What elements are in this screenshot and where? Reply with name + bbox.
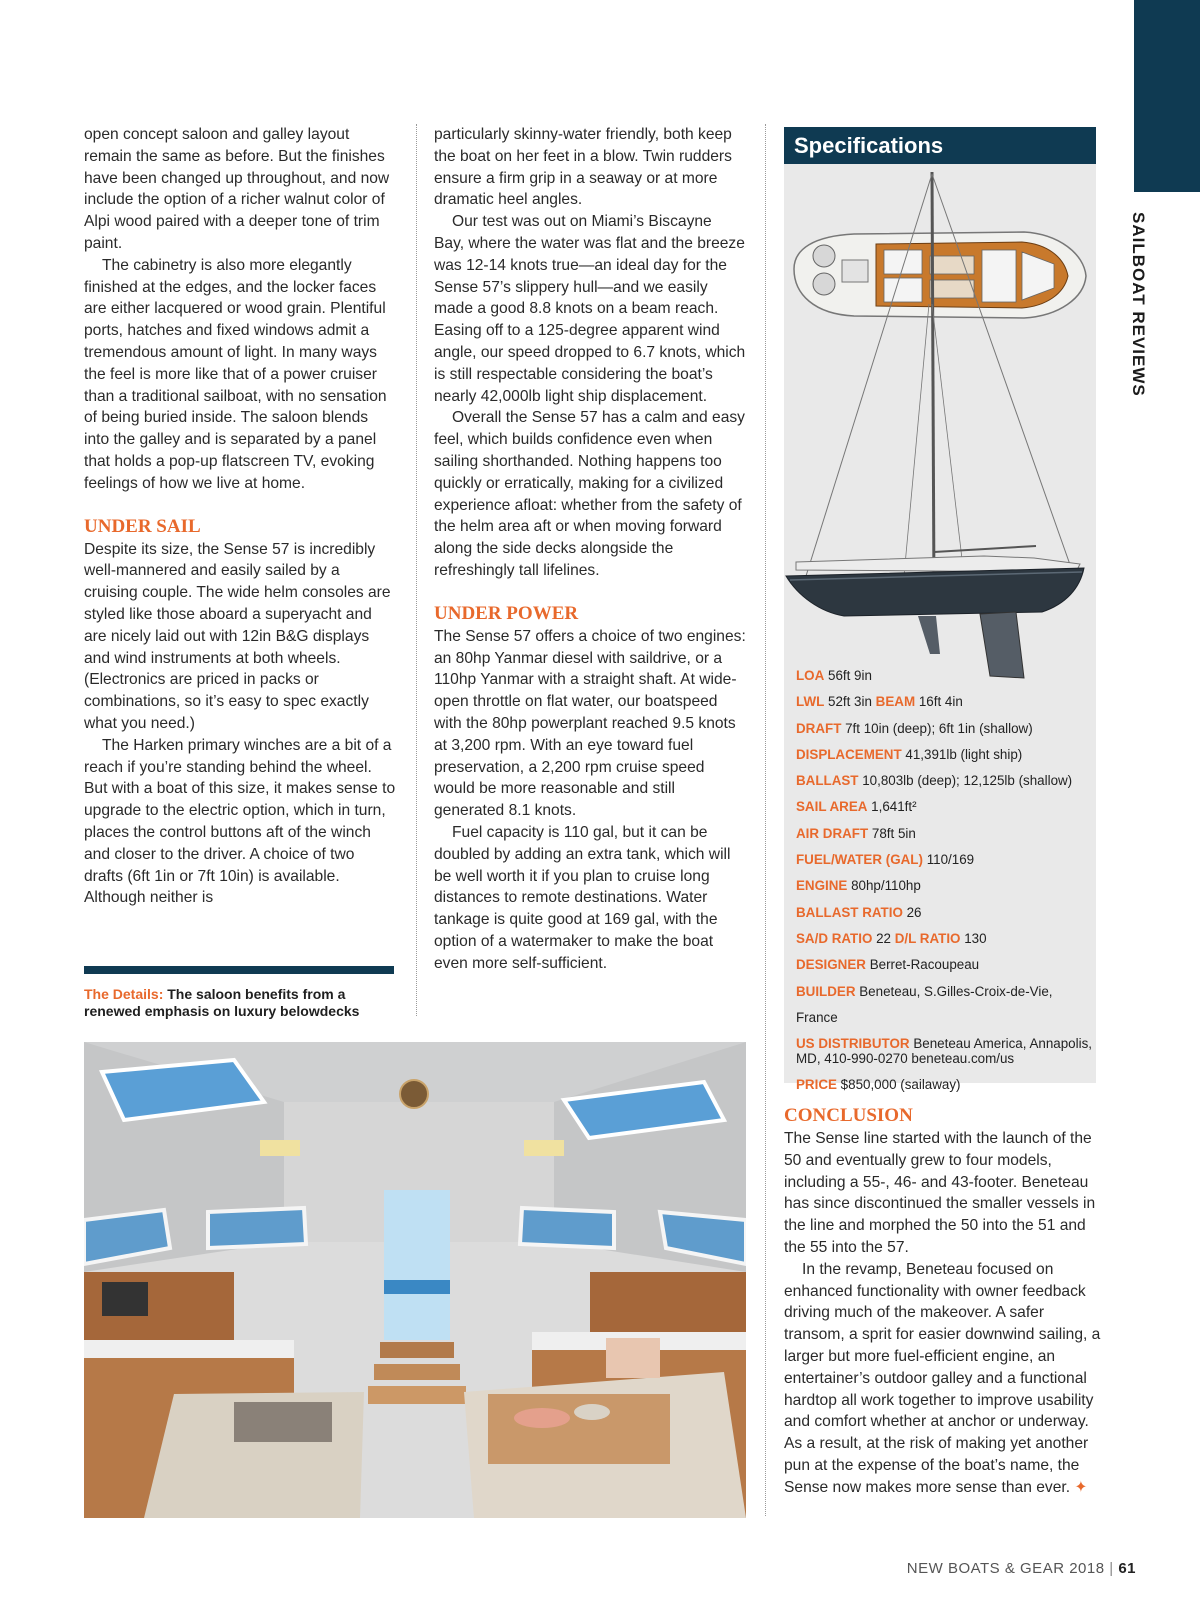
caption-label: The Details: bbox=[84, 986, 164, 1002]
spec-row-draft bbox=[796, 716, 1092, 742]
paragraph: The Sense line started with the launch of the 50 and eventually grew to four models, including a 55-, 46- and 43-footer. Beneteau has since discontinued the smaller vessels in the line and morphed the 50 into the 51 and the 55 into the 57. bbox=[784, 1130, 1096, 1256]
spec-key: BALLAST bbox=[796, 773, 859, 789]
spec-key: ENGINE bbox=[796, 878, 848, 894]
caption-text: The saloon benefits from a renewed emphasis on luxury belowdecks bbox=[84, 986, 360, 1019]
spec-key: LOA bbox=[796, 668, 825, 683]
caption-rule bbox=[84, 966, 394, 974]
spec-key: DISPLACEMENT bbox=[796, 746, 902, 762]
specifications-list bbox=[796, 663, 1092, 1098]
section-heading-under-power: UNDER POWER bbox=[434, 602, 579, 624]
spec-key: D/L RATIO bbox=[894, 930, 961, 946]
paragraph-text: In the revamp, Beneteau focused on enhanced functionality with owner feedback driving much of the makeover. A safer transom, a sprit for easier downwind sailing, a larger but more fuel-efficient engine, an entertainer’s outdoor galley and a functional hardtop all work together to improve usability and comfort whether at anchor or underway. As a result, at the risk of making yet another pun at the expense of the boat’s name, the Sense now makes more sense than ever. bbox=[784, 1260, 1101, 1496]
column-divider bbox=[765, 124, 766, 1516]
paragraph: Our test was out on Miami’s Biscayne Bay, where the water was flat and the breeze was 12-14 knots true—an ideal day for the Sense 57’s slippery hull—and we easily made a good 8.8 knots on a beam reach. Easing off to a 125-degree apparent wind angle, our speed dropped to 6.7 knots, which is still respectable considering the boat’s nearly 42,000lb light ship displacement. bbox=[434, 213, 746, 405]
spec-value: 80hp/110hp bbox=[851, 878, 921, 894]
spec-value: 52ft 3in bbox=[828, 694, 872, 710]
spec-row-ratios bbox=[796, 926, 1092, 952]
page-footer bbox=[780, 1560, 1136, 1577]
spec-key: FUEL/WATER (GAL) bbox=[796, 852, 923, 868]
paragraph: open concept saloon and galley layout remain the same as before. But the finishes have been changed up throughout, and now include the option of a richer walnut color of Alpi wood paired with a deeper tone of trim paint. bbox=[84, 126, 390, 252]
section-heading-under-sail: UNDER SAIL bbox=[84, 515, 201, 537]
spec-key: BEAM bbox=[875, 694, 916, 710]
spec-value: 78ft 5in bbox=[871, 825, 916, 841]
publication-name: NEW BOATS & GEAR 2018 bbox=[906, 1560, 1105, 1577]
spec-row-air-draft bbox=[796, 821, 1092, 847]
end-of-story-icon: ✦ bbox=[1074, 1478, 1088, 1496]
spec-key: LWL bbox=[796, 694, 825, 710]
spec-key: SA/D RATIO bbox=[796, 930, 873, 946]
spec-value: 26 bbox=[906, 904, 922, 920]
spec-key: AIR DRAFT bbox=[796, 825, 869, 841]
text-column-2 bbox=[434, 124, 746, 974]
paragraph: The cabinetry is also more elegantly finished at the edges, and the locker faces are either lacquered or wood grain. Plentiful ports, hatches and fixed windows admit a tremendous amount of light. In many ways the feel is more like that of a power cruiser than a traditional sailboat, with no sensation of being buried inside. The saloon blends into the galley and is separated by a panel that holds a pop-up flatscreen TV, evoking feelings of how we live at home. bbox=[84, 256, 387, 492]
specifications-box bbox=[784, 127, 1096, 1093]
spec-key: US DISTRIBUTOR bbox=[796, 1036, 910, 1052]
spec-row-ballast-ratio bbox=[796, 900, 1092, 926]
spec-row-us-distributor bbox=[796, 1031, 1092, 1072]
spec-value: 10,803lb (deep); 12,125lb (shallow) bbox=[862, 773, 1073, 789]
spec-value: Berret-Racoupeau bbox=[869, 957, 980, 973]
spec-value: 16ft 4in bbox=[918, 694, 963, 710]
spec-row-designer bbox=[796, 952, 1092, 978]
spec-row-lwl-beam bbox=[796, 689, 1092, 715]
spec-key: SAIL AREA bbox=[796, 799, 868, 815]
spec-value: $850,000 (sailaway) bbox=[840, 1077, 961, 1093]
conclusion-column bbox=[784, 1104, 1102, 1499]
specifications-title: Specifications bbox=[784, 127, 1096, 164]
spec-row-ballast bbox=[796, 768, 1092, 794]
paragraph: Fuel capacity is 110 gal, but it can be doubled by adding an extra tank, which will be well worth it if you plan to cruise long distances to remote destinations. Water tankage is quite good at 169 gal, with the option of a watermaker to make the boat even more self-sufficient. bbox=[434, 823, 731, 972]
paragraph: Overall the Sense 57 has a calm and easy feel, which builds confidence even when sailing shorthanded. Nothing happens too quickly or erratically, making for a civilized experience afloat: whether from the safety of the helm area aft or when moving forward along the side decks alongside the refreshingly tall lifelines. bbox=[434, 409, 745, 579]
spec-row-engine bbox=[796, 873, 1092, 899]
spec-key: PRICE bbox=[796, 1077, 837, 1093]
spec-value: Beneteau America, Annapolis, MD, 410-990-0270 beneteau.com/us bbox=[796, 1036, 1092, 1067]
photo-caption bbox=[84, 986, 396, 1020]
footer-separator: | bbox=[1109, 1560, 1114, 1577]
spec-key: BALLAST RATIO bbox=[796, 904, 903, 920]
paragraph: Despite its size, the Sense 57 is incredibly well-mannered and easily sailed by a cruising couple. The wide helm consoles are styled like those aboard a superyacht and are nicely laid out with 12in B&G displays and wind instruments at both wheels. (Electronics are priced in packs or combinations, so it’s easy to spec exactly what you need.) bbox=[84, 540, 391, 732]
spec-key: DRAFT bbox=[796, 720, 842, 736]
column-divider bbox=[416, 124, 417, 1016]
text-column-1 bbox=[84, 124, 396, 909]
spec-row-displacement bbox=[796, 742, 1092, 768]
deck-plan-illustration bbox=[794, 232, 1086, 318]
page-number: 61 bbox=[1118, 1560, 1136, 1577]
section-heading-conclusion: CONCLUSION bbox=[784, 1105, 913, 1126]
spec-value: 56ft 9in bbox=[828, 668, 872, 683]
spec-row-loa bbox=[796, 663, 1092, 689]
saloon-interior-photo bbox=[84, 1042, 746, 1518]
spec-row-fuel-water bbox=[796, 847, 1092, 873]
spec-value: 41,391lb (light ship) bbox=[905, 746, 1023, 762]
spec-row-builder bbox=[796, 979, 1092, 1032]
spec-value: 22 bbox=[876, 930, 892, 946]
paragraph bbox=[784, 1259, 1102, 1499]
spec-value: 7ft 10in (deep); 6ft 1in (shallow) bbox=[845, 720, 1033, 736]
hull-illustration bbox=[786, 556, 1084, 678]
spec-value: 130 bbox=[964, 930, 987, 946]
spec-value: Beneteau, S.Gilles-Croix-de-Vie, France bbox=[796, 983, 1053, 1025]
section-tab bbox=[1134, 0, 1200, 192]
section-label: SAILBOAT REVIEWS bbox=[1129, 212, 1148, 397]
spec-row-sail-area bbox=[796, 794, 1092, 820]
spec-value: 110/169 bbox=[926, 852, 975, 868]
paragraph: particularly skinny-water friendly, both keep the boat on her feet in a blow. Twin rudders ensure a firm grip in a seaway or at more dramatic heel angles. bbox=[434, 126, 732, 209]
paragraph: The Sense 57 offers a choice of two engines: an 80hp Yanmar diesel with saildrive, or a 110hp Yanmar with a straight shaft. At wide-open throttle on flat water, our boatspeed with the 80hp powerplant reached 9.5 knots at 3,200 rpm. With an eye toward fuel preservation, a 2,200 rpm cruise speed would be more reasonable and still generated 8.1 knots. bbox=[434, 627, 746, 820]
paragraph: The Harken primary winches are a bit of a reach if you’re standing behind the wheel. But with a boat of this size, it makes sense to upgrade to the electric option, which in turn, places the control buttons aft of the winch and closer to the driver. A choice of two drafts (6ft 1in or 7ft 10in) is available. Although neither is bbox=[84, 736, 396, 907]
spec-value: 1,641ft² bbox=[871, 799, 917, 815]
spec-key: DESIGNER bbox=[796, 957, 866, 973]
spec-row-price bbox=[796, 1072, 1092, 1098]
spec-key: BUILDER bbox=[796, 983, 856, 999]
